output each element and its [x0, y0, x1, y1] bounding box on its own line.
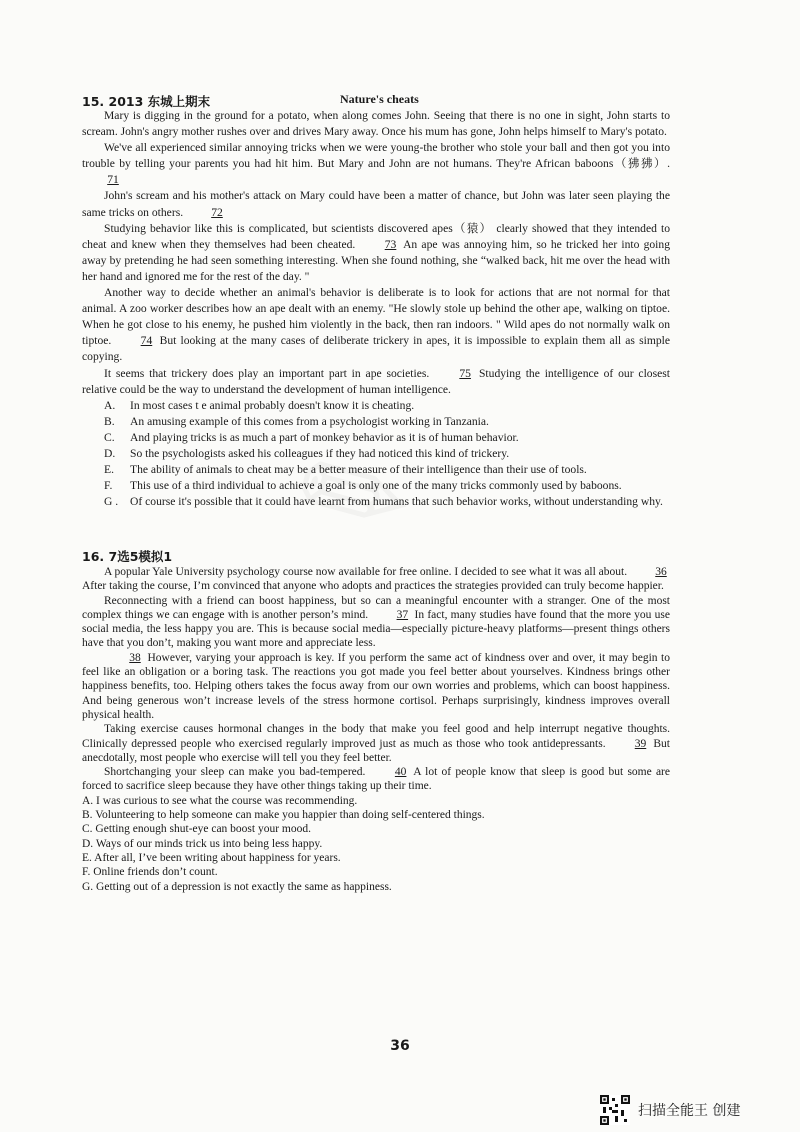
option-letter: F.	[104, 479, 113, 493]
option-item: B. Volunteering to help someone can make you happier than doing self-centered things.	[82, 809, 485, 822]
section-16-passage	[82, 565, 670, 794]
section-15-heading	[82, 92, 670, 108]
section-15-number: 15. 2013 东城上期末	[82, 94, 211, 109]
answer-blank[interactable]: 72	[211, 205, 223, 219]
paragraph-text: John's scream and his mother's attack on Mary could have been a matter of chance, but John was later seen playing the same tricks on others.	[82, 189, 670, 219]
paragraph-text: After taking the course, I’m convinced that anyone who adopts and practices the strategies provided can truly become happier.	[82, 580, 664, 593]
answer-blank[interactable]: 75	[459, 366, 471, 380]
paragraph-text: In fact, many studies have found that the more you use social media, the less happy you are. This is because social media—especially picture-heavy platforms—present things others have that you don’t, making you want more and appreciate less.	[82, 608, 670, 650]
answer-blank[interactable]: 37	[396, 608, 409, 621]
paragraph	[82, 765, 670, 794]
option-letter: D.	[104, 446, 116, 460]
page-number: 36	[390, 1038, 410, 1054]
passage-title: Nature's cheats	[340, 92, 419, 106]
paragraph-text: Studying the intelligence of our closest relative could be the way to understand the development of human intelligence.	[82, 366, 670, 396]
option-text: This use of a third individual to achieve a goal is only one of the many tricks commonly used by baboons.	[130, 479, 622, 493]
answer-blank[interactable]: 38	[129, 651, 141, 664]
option-item	[82, 398, 670, 414]
option-text: And playing tricks is as much a part of monkey behavior as it is of human behavior.	[130, 430, 519, 444]
paragraph-text: Mary is digging in the ground for a potato, when along comes John. Seeing that there is no one in sight, John starts to scream. John's angry mother rushes over and drives Mary away. Once his mum has gone, John helps himself to Mary's potato.	[82, 109, 670, 139]
option-item	[82, 478, 670, 494]
answer-blank[interactable]: 36	[655, 566, 667, 578]
option-text: An amusing example of this comes from a psychologist working in Tanzania.	[130, 414, 489, 428]
section-16-options	[82, 794, 670, 894]
option-text: So the psychologists asked his colleagues if they had noticed this kind of trickery.	[130, 446, 510, 460]
paragraph-text: Shortchanging your sleep can make you bad-tempered.	[104, 766, 370, 779]
option-item	[82, 430, 670, 446]
option-text: Of course it's possible that it could have learnt from humans that such behavior works, without understanding why.	[130, 495, 663, 509]
paragraph	[82, 221, 670, 285]
paragraph-text: An ape was annoying him, so he tricked her into going away by pretending he had seen something interesting. When she found nothing, she “walked back, hit me over the head with her hand and ignored me for the rest of the day. "	[82, 237, 670, 283]
paragraph-text: However, varying your approach is key. If you perform the same act of kindness over and over, it may begin to feel like an obligation or a boring task. The reactions you got made you feel better about yourselves. Kindness brings other happiness benefits, too. Helping others takes the focus away from our own worries and problems, which can boost happiness. And being generous won’t increase levels of the stress hormone cortisol. Perhaps surprisingly, kindness improves overall physical health.	[82, 651, 670, 721]
scanner-stamp	[600, 1094, 740, 1126]
paragraph	[82, 722, 670, 765]
paragraph-text: Taking exercise causes hormonal changes in the body that make you feel good and help interrupt negative thoughts. Clinically depressed people who exercised regularly improved just as much as those who took antidepressants.	[82, 723, 670, 750]
scanner-stamp-text: 扫描全能王 创建	[638, 1103, 741, 1119]
option-item	[82, 414, 670, 430]
option-item	[82, 446, 670, 462]
option-item	[82, 462, 670, 478]
option-letter: B.	[104, 414, 115, 428]
paragraph	[82, 651, 670, 722]
option-text: The ability of animals to cheat may be a better measure of their intelligence than their use of tools.	[130, 463, 587, 477]
option-item: G. Getting out of a depression is not exactly the same as happiness.	[82, 880, 392, 893]
paragraph	[82, 565, 670, 594]
section-16	[82, 547, 670, 894]
paragraph-text: Studying behavior like this is complicated, but scientists discovered apes（猿） clearly showed that they intended to cheat and knew when they themselves had been cheated.	[82, 221, 670, 251]
option-item: D. Ways of our minds trick us into being less happy.	[82, 837, 323, 850]
answer-blank[interactable]: 40	[394, 766, 407, 779]
answer-blank[interactable]: 74	[140, 334, 153, 348]
paragraph-text: But looking at the many cases of deliberate trickery in apes, it is impossible to explain them all as simple copying.	[82, 334, 670, 364]
option-letter: A.	[104, 398, 116, 412]
option-item	[82, 494, 670, 510]
paragraph	[82, 188, 670, 220]
option-text: In most cases t e animal probably doesn't know it is cheating.	[130, 398, 415, 412]
paragraph-text: It seems that trickery does play an important part in ape societies.	[104, 366, 435, 380]
paragraph-text: Reconnecting with a friend can boost happiness, but so can a meaningful encounter with a stranger. One of the most complex things we can engage with is another person’s mind.	[82, 594, 670, 621]
paragraph-text: A lot of people know that sleep is good but some are forced to sacrifice sleep because they have other things taking up their time.	[82, 766, 670, 793]
paragraph	[82, 366, 670, 398]
paragraph	[82, 594, 670, 651]
qr-code-icon	[600, 1095, 630, 1125]
paragraph-text: We've all experienced similar annoying tricks when we were young-the brother who stole your ball and then got you into trouble by telling your parents you had hit him. But Mary and John are not humans. They're African baboons（狒狒）.	[82, 141, 670, 171]
section-15-options	[82, 398, 670, 511]
option-item: A. I was curious to see what the course was recommending.	[82, 794, 358, 807]
paragraph	[82, 285, 670, 365]
option-letter: E.	[104, 463, 114, 477]
section-15	[82, 92, 670, 510]
paragraph	[82, 140, 670, 188]
paragraph-text: But anecdotally, most people who exercise will tell you they feel better.	[82, 737, 670, 764]
section-16-heading	[82, 547, 670, 563]
answer-blank[interactable]: 73	[384, 237, 397, 251]
option-letter: G .	[104, 495, 119, 509]
paragraph	[82, 108, 670, 140]
option-item: E. After all, I’ve been writing about happiness for years.	[82, 851, 341, 864]
section-16-number: 16. 7选5模拟1	[82, 549, 173, 564]
section-15-passage	[82, 108, 670, 398]
option-letter: C.	[104, 430, 115, 444]
option-item: C. Getting enough shut-eye can boost your mood.	[82, 823, 312, 836]
paragraph-text: A popular Yale University psychology course now available for free online. I decided to see what it was all about.	[104, 566, 630, 578]
answer-blank[interactable]: 71	[107, 173, 119, 187]
answer-blank[interactable]: 39	[634, 737, 647, 750]
paragraph-text: Another way to decide whether an animal's behavior is deliberate is to look for actions that are not normal for that animal. A zoo worker describes how an ape dealt with an enemy. "He slowly stole up behind the other ape, walking on tiptoe. When he got close to his enemy, he pushed him violently in the back, then ran indoors. " Wild apes do not normally walk on tiptoe.	[82, 286, 670, 348]
option-item: F. Online friends don’t count.	[82, 866, 218, 879]
